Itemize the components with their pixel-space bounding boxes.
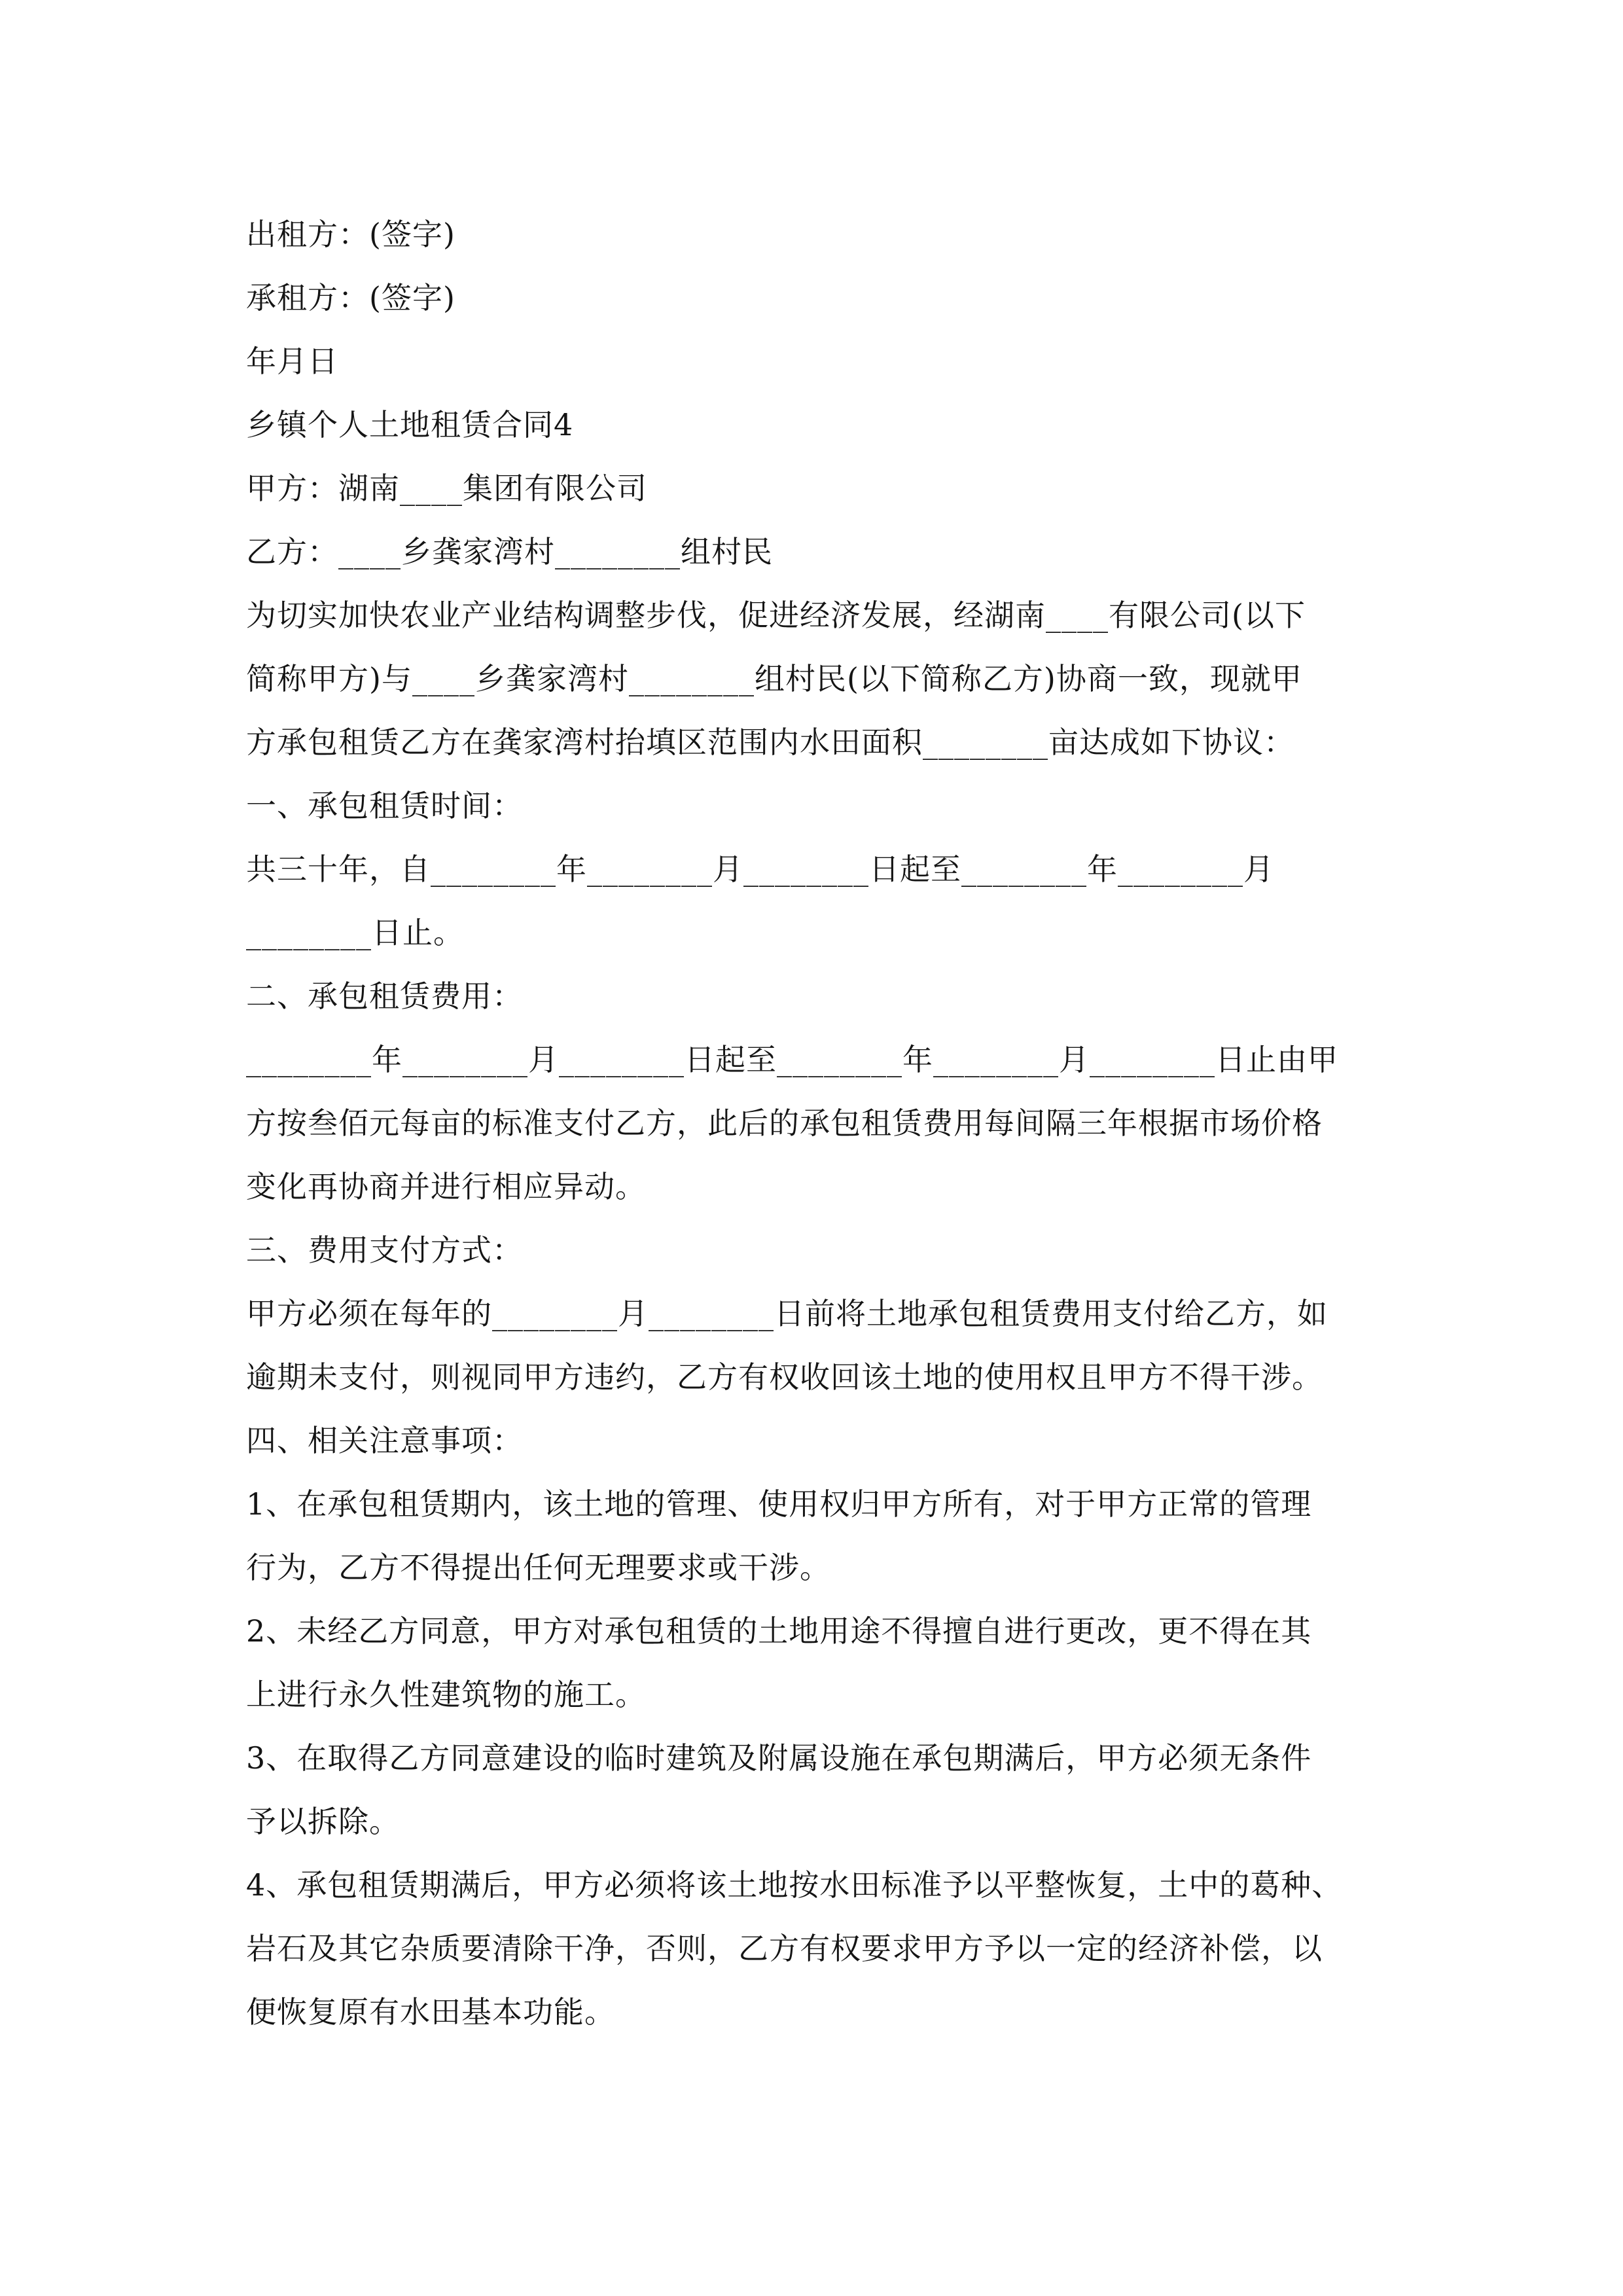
note-item-4: 岩石及其它杂质要清除干净，否则，乙方有权要求甲方予以一定的经济补偿，以 (246, 1931, 1323, 1966)
section-heading-payment: 三、费用支付方式： (246, 1232, 523, 1268)
note-item-2: 2、未经乙方同意，甲方对承包租赁的土地用途不得擅自进行更改，更不得在其 (246, 1613, 1312, 1649)
payment-line: 逾期未支付，则视同甲方违约，乙方有权收回该土地的使用权且甲方不得干涉。 (246, 1359, 1323, 1395)
lessor-signature-line: 出租方：(签字) (246, 217, 455, 252)
note-item-1: 1、在承包租赁期内，该土地的管理、使用权归甲方所有，对于甲方正常的管理 (246, 1486, 1312, 1522)
note-item-2: 上进行永久性建筑物的施工。 (246, 1677, 646, 1712)
fees-line: 方按叁佰元每亩的标准支付乙方，此后的承包租赁费用每间隔三年根据市场价格 (246, 1105, 1323, 1141)
preamble-line: 简称甲方)与____乡龚家湾村________组村民(以下简称乙方)协商一致，现就甲 (246, 661, 1302, 696)
payment-line: 甲方必须在每年的________月________日前将土地承包租赁费用支付给乙方，如 (246, 1296, 1328, 1331)
section-heading-term: 一、承包租赁时间： (246, 788, 523, 823)
fees-line: 变化再协商并进行相应异动。 (246, 1169, 646, 1204)
contract-title: 乡镇个人土地租赁合同4 (246, 407, 574, 442)
section-heading-notes: 四、相关注意事项： (246, 1423, 523, 1458)
document-body (246, 203, 1385, 2044)
term-line: ________日止。 (246, 915, 464, 950)
fees-line: ________年________月________日起至________年________月________日止由甲 (246, 1042, 1338, 1077)
note-item-4: 便恢复原有水田基本功能。 (246, 1994, 615, 2030)
note-item-3: 3、在取得乙方同意建设的临时建筑及附属设施在承包期满后，甲方必须无条件 (246, 1740, 1312, 1776)
term-line: 共三十年，自________年________月________日起至________年________月 (246, 852, 1274, 887)
preamble-line: 方承包租赁乙方在龚家湾村抬填区范围内水田面积________亩达成如下协议： (246, 725, 1294, 760)
party-b-line: 乙方：____乡龚家湾村________组村民 (246, 534, 773, 569)
note-item-4: 4、承包租赁期满后，甲方必须将该土地按水田标准予以平整恢复，土中的葛种、 (246, 1867, 1343, 1903)
party-a-line: 甲方：湖南____集团有限公司 (246, 471, 647, 506)
section-heading-fees: 二、承包租赁费用： (246, 978, 523, 1014)
lessee-signature-line: 承租方：(签字) (246, 280, 455, 315)
date-line: 年月日 (246, 344, 338, 379)
preamble-line: 为切实加快农业产业结构调整步伐，促进经济发展，经湖南____有限公司(以下 (246, 598, 1306, 633)
note-item-3: 予以拆除。 (246, 1804, 400, 1839)
note-item-1: 行为，乙方不得提出任何无理要求或干涉。 (246, 1550, 830, 1585)
